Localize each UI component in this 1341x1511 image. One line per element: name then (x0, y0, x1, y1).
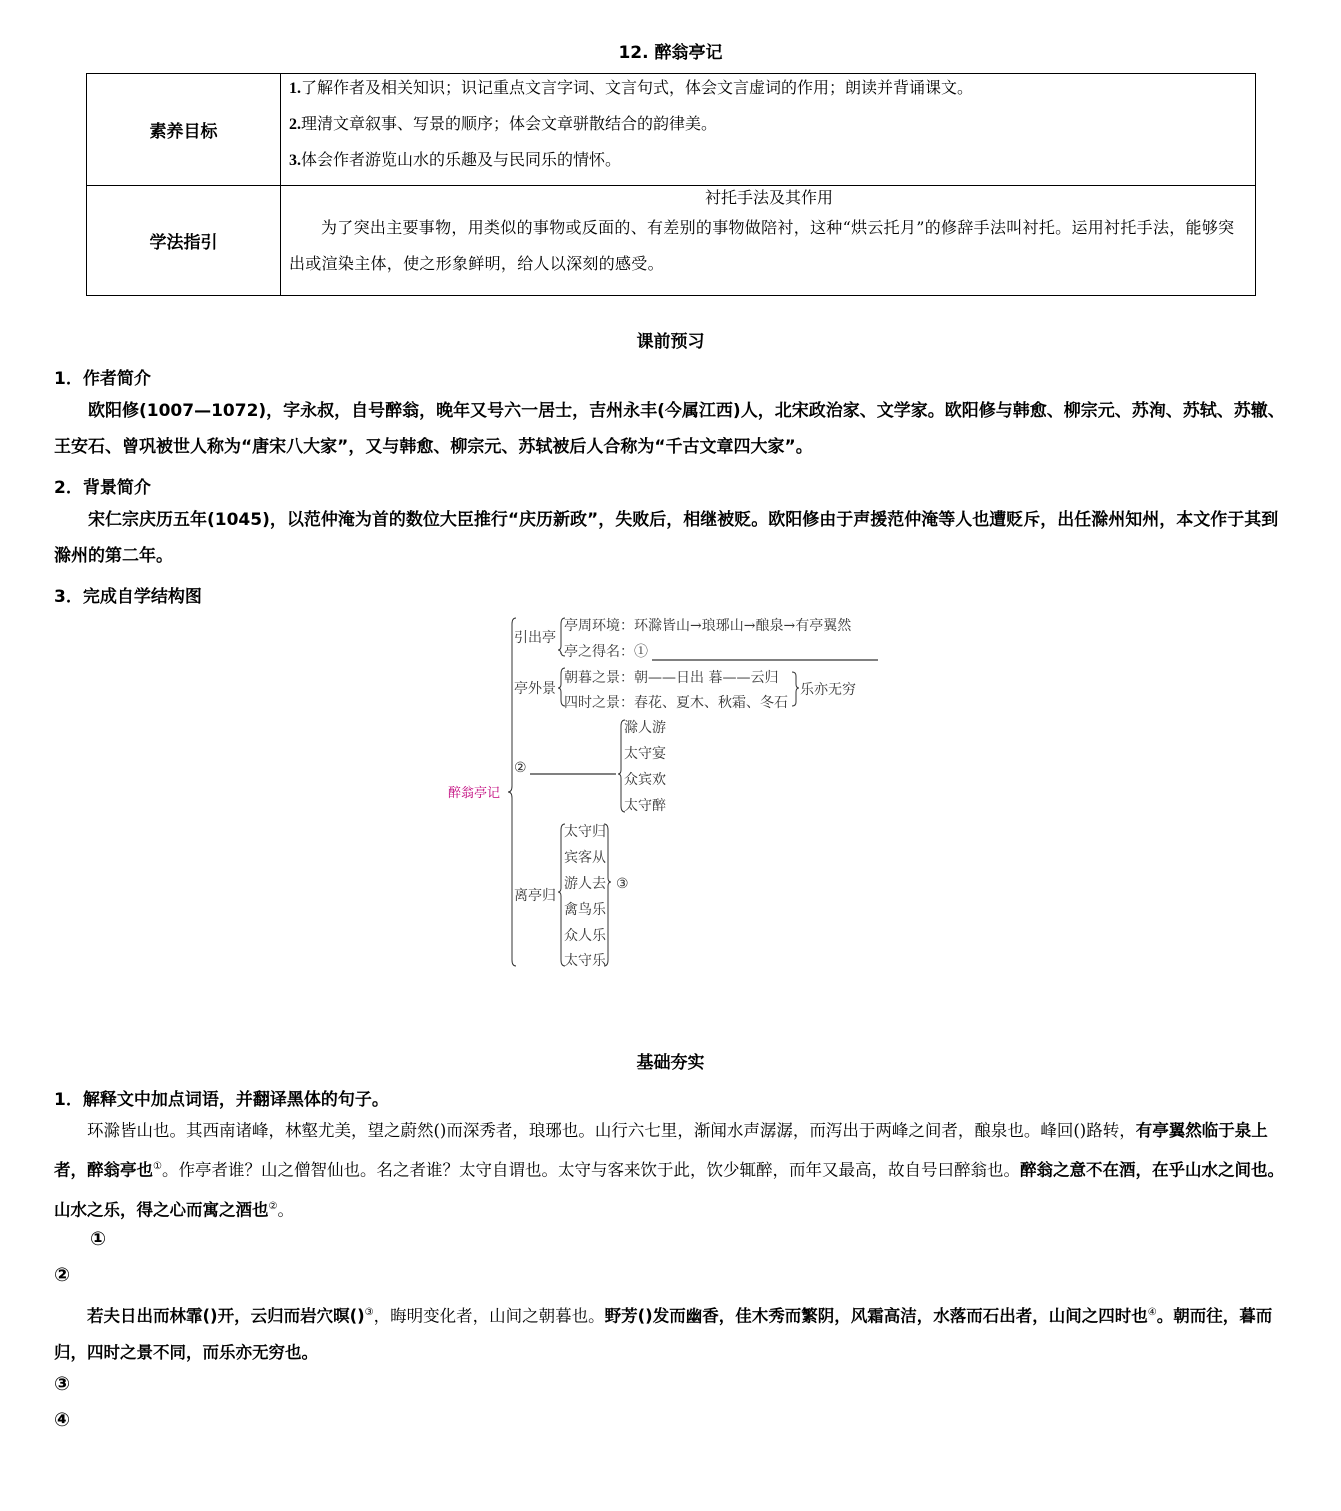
method-title: 衬托手法及其作用 (704, 188, 833, 207)
diagram-b2: 亭外景 (514, 681, 556, 697)
method-text: 为了突出主要事物，用类似的事物或反面的、有差别的事物做陪衬，这种“烘云托月”的修辞手法叫衬托。运用衬托手法，能够突出或渲染主体，使之形象鲜明，给人以深刻的感受。 (289, 218, 1235, 273)
preview-section-title: 课前预习 (636, 332, 705, 352)
diagram-b3-item: 太守醉 (624, 798, 666, 814)
diagram-b4-r: ③ (616, 876, 629, 892)
exercise-heading: 1．解释文中加点词语，并翻译黑体的句子。 (54, 1090, 389, 1110)
diagram-b1-2: 亭之得名：① (564, 644, 648, 660)
diagram-b2-2: 四时之景：春花、夏木、秋霜、冬石 (564, 695, 788, 711)
goals-table (86, 73, 1256, 296)
method-label: 学法指引 (87, 186, 281, 296)
goals-cell (281, 74, 1256, 186)
goal-1: 1.了解作者及相关知识；识记重点文言字词、文言句式，体会文言虚词的作用；朗读并背诵课文。 (289, 78, 974, 97)
diagram-root: 醉翁亭记 (448, 786, 501, 801)
diagram-b4-item: 太守乐 (564, 953, 606, 969)
diagram-b4-item: 游人去 (564, 876, 606, 892)
diagram-b3-item: 众宾欢 (624, 772, 666, 788)
diagram-b4-item: 众人乐 (564, 928, 606, 944)
background-paragraph: 宋仁宗庆历五年(1045)，以范仲淹为首的数位大臣推行“庆历新政”，失败后，相继被贬。欧阳修由于声援范仲淹等人也遭贬斥，出任滁州知州，本文作于其到滁州的第二年。 (54, 510, 1279, 566)
diagram-b4: 离亭归 (514, 888, 556, 904)
diagram-b3: ② (514, 760, 527, 776)
answer-1: ① (90, 1228, 107, 1250)
background-heading: 2．背景简介 (54, 478, 151, 498)
basics-section-title: 基础夯实 (636, 1053, 705, 1073)
diagram-b1-1: 亭周环境：环滁皆山→琅琊山→酿泉→有亭翼然 (564, 618, 852, 634)
author-paragraph: 欧阳修(1007—1072)，字永叔，自号醉翁，晚年又号六一居士，吉州永丰(今属江西)人，北宋政治家、文学家。欧阳修与韩愈、柳宗元、苏洵、苏轼、苏辙、王安石、曾巩被世人称为“唐宋八大家”，又与韩愈、柳宗元、苏轼被后人合称为“千古文章四大家”。 (54, 401, 1285, 457)
goal-3: 3.体会作者游览山水的乐趣及与民同乐的情怀。 (289, 150, 622, 169)
goals-label: 素养目标 (87, 74, 281, 186)
structure-heading: 3．完成自学结构图 (54, 587, 202, 607)
page-title: 12. 醉翁亭记 (618, 43, 723, 63)
method-cell (281, 186, 1256, 296)
diagram-b1: 引出亭 (514, 630, 556, 646)
diagram-b2-r: 乐亦无穷 (800, 682, 856, 698)
passage-1: 环滁皆山也。其西南诸峰，林壑尤美，望之蔚然()而深秀者，琅琊也。山行六七里，渐闻水声潺潺，而泻出于两峰之间者，酿泉也。峰回()路转，有亭翼然临于泉上者，醉翁亭也①。作亭者谁？山之僧智仙也。名之者谁？太守自谓也。太守与客来饮于此，饮少辄醉，而年又最高，故自号曰醉翁也。醉翁之意不在酒，在乎山水之间也。山水之乐，得之心而寓之酒也②。 (54, 1121, 1284, 1219)
answer-4: ④ (54, 1409, 71, 1431)
answer-3: ③ (54, 1373, 71, 1395)
diagram-b3-item: 太守宴 (624, 746, 666, 762)
diagram-b4-item: 宾客从 (564, 850, 606, 866)
passage-2: 若夫日出而林霏()开，云归而岩穴暝()③，晦明变化者，山间之朝暮也。野芳()发而幽香，佳木秀而繁阴，风霜高洁，水落而石出者，山间之四时也④。朝而往，暮而归，四时之景不同，而乐亦无穷也。 (54, 1306, 1273, 1362)
diagram-b3-item: 滁人游 (624, 720, 666, 736)
structure-diagram (440, 610, 900, 975)
diagram-b4-item: 太守归 (564, 824, 606, 840)
answer-2: ② (54, 1264, 71, 1286)
author-heading: 1．作者简介 (54, 369, 151, 389)
diagram-b4-item: 禽鸟乐 (564, 902, 606, 918)
diagram-b2-1: 朝暮之景：朝——日出 暮——云归 (564, 670, 779, 686)
goal-2: 2.理清文章叙事、写景的顺序；体会文章骈散结合的韵律美。 (289, 114, 718, 133)
